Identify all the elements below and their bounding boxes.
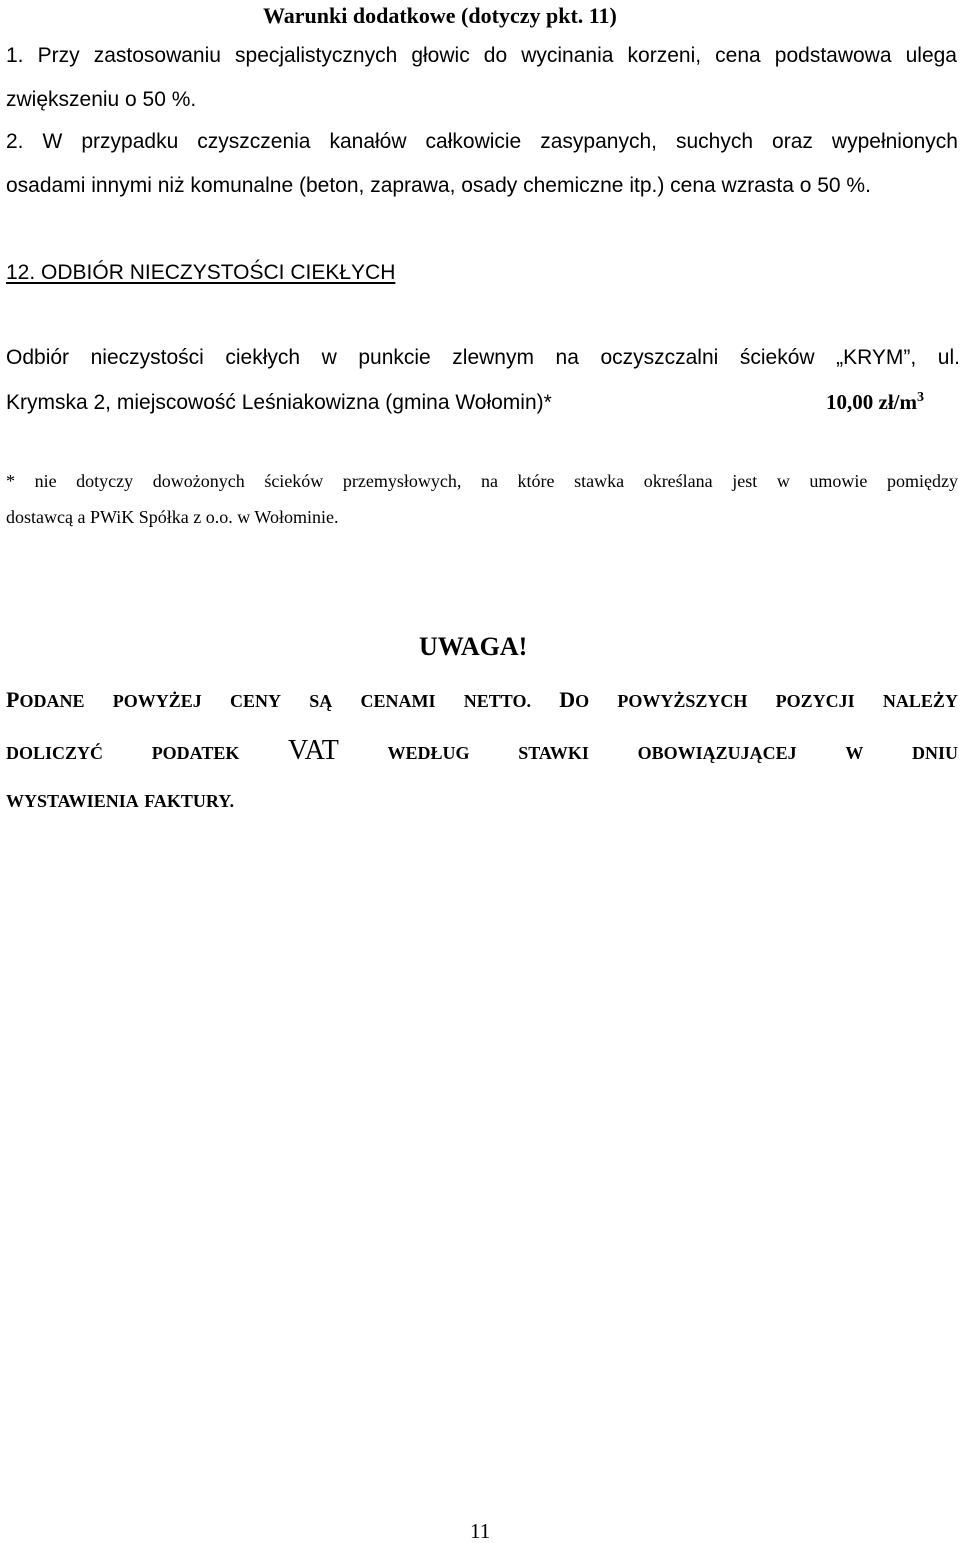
condition-2-line-1: 2. W przypadku czyszczenia kanałów całkowicie zasypanych, suchych oraz wypełnionych <box>6 130 958 153</box>
warning-word: DOLICZYĆ <box>6 743 104 763</box>
footnote-line-1: * nie dotyczy dowożonych ścieków przemysłowych, na które stawka określana jest w umowie pomiędzy <box>6 471 958 491</box>
warning-word: CENAMI <box>360 691 436 711</box>
warning-initial: P <box>6 687 20 712</box>
warning-word: POZYCJI <box>775 691 855 711</box>
section-12-description-line-1: Odbiór nieczystości ciekłych w punkcie zlewnym na oczyszczalni ścieków „KRYM”, ul. <box>6 346 960 369</box>
warning-word: POWYŻEJ <box>112 691 202 711</box>
warning-word: NETTO. <box>463 691 531 711</box>
warning-word-rest: ODANE <box>19 691 85 711</box>
warning-word: OBOWIĄZUJĄCEJ <box>637 743 797 763</box>
warning-word <box>6 687 84 713</box>
price-value <box>826 392 924 413</box>
warning-word-vat: VAT <box>288 735 339 766</box>
warning-line-2 <box>6 735 958 767</box>
warning-word: WYSTAWIENIA <box>6 791 139 811</box>
price-amount: 10,00 zł/m <box>826 390 917 414</box>
warning-word-rest: O <box>575 691 590 711</box>
condition-2-line-2: osadami innymi niż komunalne (beton, zaprawa, osady chemiczne itp.) cena wzrasta o 50 %. <box>6 174 871 197</box>
page-number: 11 <box>470 1519 491 1543</box>
warning-word <box>559 687 589 713</box>
warning-word: WEDŁUG <box>387 743 470 763</box>
warning-initial: D <box>559 687 576 712</box>
warning-word: DNIU <box>911 743 958 763</box>
warning-word: NALEŻY <box>882 691 958 711</box>
section-12-description-line-2: Krymska 2, miejscowość Leśniakowizna (gmina Wołomin)* <box>6 391 552 414</box>
warning-word: POWYŻSZYCH <box>617 691 748 711</box>
warning-word: FAKTURY. <box>144 791 235 811</box>
warning-word: W <box>845 743 864 763</box>
warning-line-3 <box>6 789 234 811</box>
warning-word: STAWKI <box>518 743 589 763</box>
condition-1-line-1: 1. Przy zastosowaniu specjalistycznych głowic do wycinania korzeni, cena podstawowa ulega <box>6 44 957 67</box>
warning-word: CENY <box>229 691 281 711</box>
price-unit-exponent: 3 <box>916 390 924 405</box>
warning-title: UWAGA! <box>419 632 528 661</box>
warning-word: SĄ <box>309 691 333 711</box>
conditions-heading: Warunki dodatkowe (dotyczy pkt. 11) <box>263 3 617 28</box>
footnote-line-2: dostawcą a PWiK Spółka z o.o. w Wołominie. <box>6 507 339 527</box>
condition-1-line-2: zwiększeniu o 50 %. <box>6 88 197 111</box>
warning-word: PODATEK <box>151 743 240 763</box>
section-12-title: 12. ODBIÓR NIECZYSTOŚCI CIEKŁYCH <box>6 261 396 284</box>
warning-line-1 <box>6 687 958 713</box>
